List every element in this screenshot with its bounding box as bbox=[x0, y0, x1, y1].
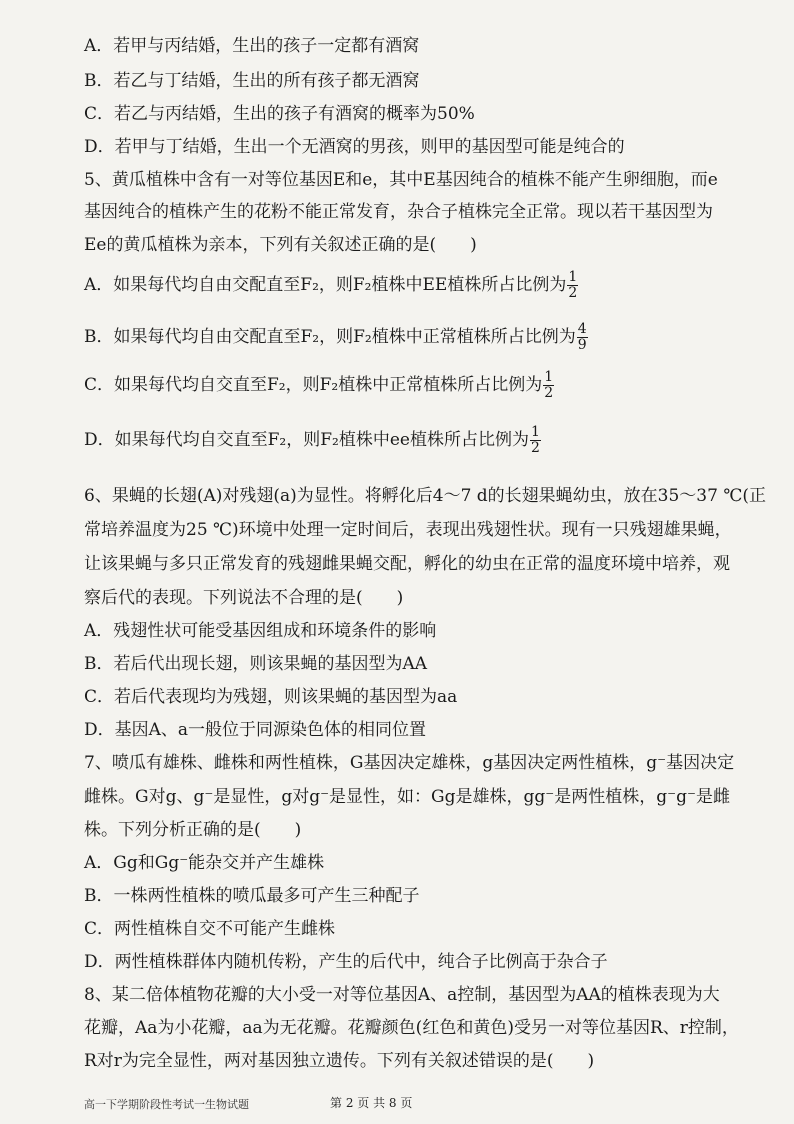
q8-stem-line-1: 8、某二倍体植物花瓣的大小受一对等位基因A、a控制，基因型为AA的植株表现为大 bbox=[84, 985, 720, 1005]
q7-option-b: B．一株两性植株的喷瓜最多可产生三种配子 bbox=[84, 886, 420, 906]
q5-stem-line-2: 基因纯合的植株产生的花粉不能正常发育，杂合子植株完全正常。现以若干基因型为 bbox=[84, 202, 713, 222]
footer-page-number: 第 2 页 共 8 页 bbox=[330, 1096, 413, 1110]
q6-option-c: C．若后代表现均为残翅，则该果蝇的基因型为aa bbox=[84, 687, 458, 707]
footer-exam-title: 高一下学期阶段性考试一生物试题 bbox=[84, 1098, 249, 1111]
q6-option-d: D．基因A、a一般位于同源染色体的相同位置 bbox=[84, 720, 427, 740]
q5-option-a-numerator: 1 bbox=[568, 269, 578, 285]
q5-option-d bbox=[84, 425, 754, 456]
q5-option-a-denominator: 2 bbox=[568, 285, 578, 301]
q5-option-b-text: B．如果每代均自由交配直至F₂，则F₂植株中正常植株所占比例为 bbox=[84, 327, 576, 347]
q5-option-d-fraction bbox=[530, 425, 541, 456]
q5-option-b-numerator: 4 bbox=[577, 321, 587, 337]
q8-stem-line-3: R对r为完全显性，两对基因独立遗传。下列有关叙述错误的是( ) bbox=[84, 1051, 595, 1071]
q5-option-c-text: C．如果每代均自交直至F₂，则F₂植株中正常植株所占比例为 bbox=[84, 375, 543, 395]
q5-option-a-fraction bbox=[567, 270, 578, 301]
q4-option-a: A．若甲与丙结婚，生出的孩子一定都有酒窝 bbox=[84, 36, 420, 56]
q8-stem-line-2: 花瓣，Aa为小花瓣，aa为无花瓣。花瓣颜色(红色和黄色)受另一对等位基因R、r控制， bbox=[84, 1018, 739, 1038]
q5-option-d-numerator: 1 bbox=[530, 424, 540, 440]
q5-option-b bbox=[84, 322, 754, 353]
q5-option-c-fraction bbox=[543, 370, 554, 401]
q6-stem-line-2: 常培养温度为25 ℃)环境中处理一定时间后，表现出残翅性状。现有一只残翅雄果蝇， bbox=[84, 520, 732, 540]
q5-option-a bbox=[84, 270, 754, 301]
q7-stem-line-1: 7、喷瓜有雄株、雌株和两性植株，G基因决定雄株，g基因决定两性植株，g⁻基因决定 bbox=[84, 753, 735, 773]
q4-option-b: B．若乙与丁结婚，生出的所有孩子都无酒窝 bbox=[84, 71, 420, 91]
q5-stem-line-3: Ee的黄瓜植株为亲本，下列有关叙述正确的是( ) bbox=[84, 235, 477, 255]
q4-option-d: D．若甲与丁结婚，生出一个无酒窝的男孩，则甲的基因型可能是纯合的 bbox=[84, 137, 625, 157]
q7-stem-line-2: 雌株。G对g、g⁻是显性，g对g⁻是显性，如：Gg是雄株，gg⁻是两性植株，g⁻g⁻是雌 bbox=[84, 787, 730, 807]
q6-stem-line-3: 让该果蝇与多只正常发育的残翅雌果蝇交配，孵化的幼虫在正常的温度环境中培养，观 bbox=[84, 554, 730, 574]
q5-option-c bbox=[84, 370, 754, 401]
q5-option-b-fraction bbox=[577, 322, 588, 353]
q6-option-a: A．残翅性状可能受基因组成和环境条件的影响 bbox=[84, 621, 437, 641]
q5-option-d-text: D．如果每代均自交直至F₂，则F₂植株中ee植株所占比例为 bbox=[84, 430, 529, 450]
q7-option-a: A．Gg和Gg⁻能杂交并产生雄株 bbox=[84, 853, 325, 873]
q6-stem-line-1: 6、果蝇的长翅(A)对残翅(a)为显性。将孵化后4～7 d的长翅果蝇幼虫，放在35～37 ℃(正 bbox=[84, 486, 766, 506]
q7-option-c: C．两性植株自交不可能产生雌株 bbox=[84, 919, 336, 939]
q6-stem-line-4: 察后代的表现。下列说法不合理的是( ) bbox=[84, 588, 404, 608]
q5-stem-line-1: 5、黄瓜植株中含有一对等位基因E和e，其中E基因纯合的植株不能产生卵细胞，而e bbox=[84, 170, 718, 190]
q7-stem-line-3: 株。下列分析正确的是( ) bbox=[84, 820, 302, 840]
q5-option-b-denominator: 9 bbox=[577, 337, 587, 353]
q7-option-d: D．两性植株群体内随机传粉，产生的后代中，纯合子比例高于杂合子 bbox=[84, 952, 608, 972]
q5-option-c-denominator: 2 bbox=[544, 385, 554, 401]
q5-option-c-numerator: 1 bbox=[544, 369, 554, 385]
q6-option-b: B．若后代出现长翅，则该果蝇的基因型为AA bbox=[84, 654, 428, 674]
q4-option-c: C．若乙与丙结婚，生出的孩子有酒窝的概率为50% bbox=[84, 104, 475, 124]
q5-option-d-denominator: 2 bbox=[530, 440, 540, 456]
q5-option-a-text: A．如果每代均自由交配直至F₂，则F₂植株中EE植株所占比例为 bbox=[84, 275, 567, 295]
